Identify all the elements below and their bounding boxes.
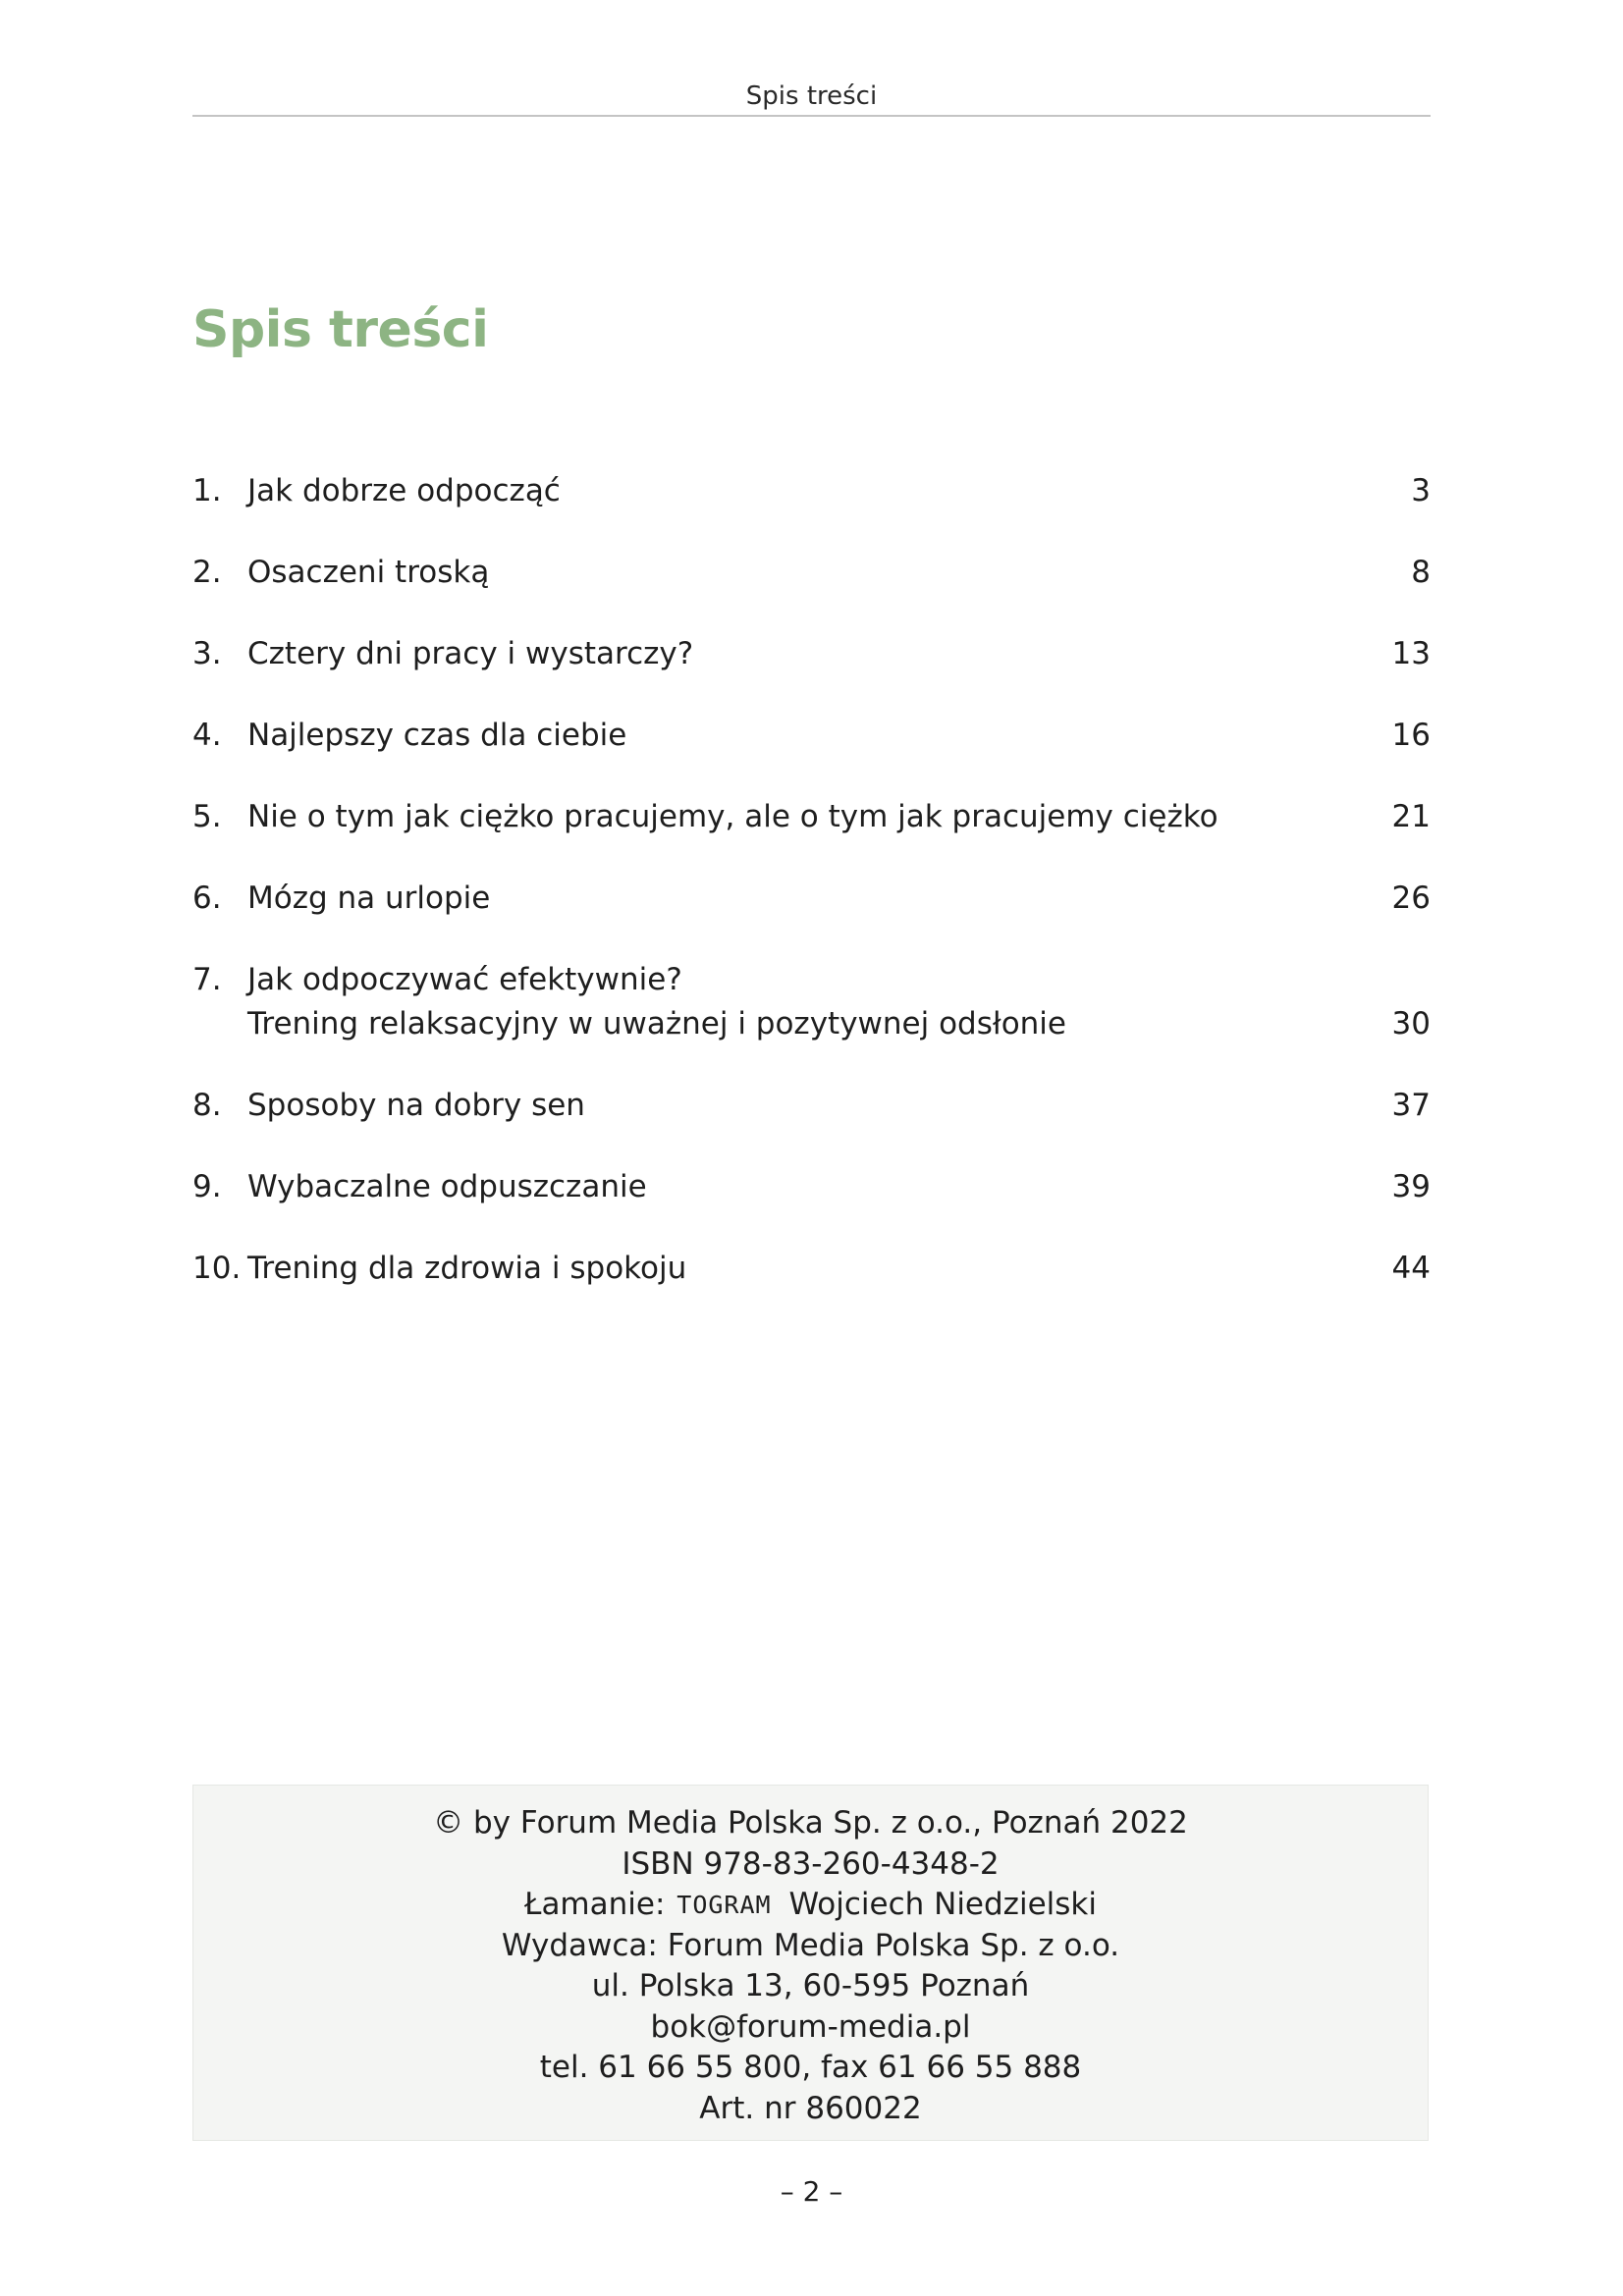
toc-entry-number: 4. xyxy=(192,718,222,753)
toc-entry-title: Sposoby na dobry sen xyxy=(247,1088,585,1123)
toc-entry-number: 10. xyxy=(192,1251,242,1286)
toc-entry-number: 6. xyxy=(192,881,222,916)
toc-entry-page: 3 xyxy=(1411,473,1431,508)
toc-entry[interactable] xyxy=(192,469,1431,513)
toc-entry-title: Nie o tym jak ciężko pracujemy, ale o tym jak pracujemy ciężko xyxy=(247,799,1218,834)
imprint-article-number: Art. nr 860022 xyxy=(699,2090,922,2126)
toc-entry-page: 26 xyxy=(1391,881,1431,916)
imprint-phone: tel. 61 66 55 800, fax 61 66 55 888 xyxy=(539,2050,1082,2085)
toc-entry[interactable] xyxy=(192,1165,1431,1209)
toc-entry-subtitle: Trening relaksacyjny w uważnej i pozytywnej odsłonie xyxy=(247,1006,1066,1041)
typesetter-logo: TOGRAM xyxy=(676,1891,772,1919)
toc-entry-number: 5. xyxy=(192,799,222,834)
toc-entry[interactable] xyxy=(192,632,1431,676)
table-of-contents xyxy=(192,469,1431,1328)
toc-entry[interactable] xyxy=(192,877,1431,921)
toc-entry-number: 1. xyxy=(192,473,222,508)
toc-entry-page: 30 xyxy=(1391,1006,1431,1041)
page-title: Spis treści xyxy=(192,300,489,359)
toc-entry-page: 39 xyxy=(1391,1169,1431,1204)
toc-entry[interactable] xyxy=(192,1247,1431,1291)
imprint-box xyxy=(192,1785,1429,2141)
toc-entry-title: Trening dla zdrowia i spokoju xyxy=(247,1251,687,1286)
toc-entry-number: 3. xyxy=(192,636,222,671)
imprint-typesetting-name: Wojciech Niedzielski xyxy=(788,1887,1097,1922)
page-number: – 2 – xyxy=(780,2175,843,2208)
toc-entry-title: Jak dobrze odpocząć xyxy=(247,473,561,508)
imprint-typesetting xyxy=(193,1885,1428,1926)
toc-entry-page: 8 xyxy=(1411,555,1431,590)
toc-entry-title: Wybaczalne odpuszczanie xyxy=(247,1169,647,1204)
toc-entry[interactable] xyxy=(192,551,1431,595)
toc-entry[interactable] xyxy=(192,795,1431,839)
toc-entry[interactable] xyxy=(192,1084,1431,1128)
toc-entry-page: 37 xyxy=(1391,1088,1431,1123)
imprint-email[interactable]: bok@forum-media.pl xyxy=(650,2008,971,2045)
toc-entry-page: 13 xyxy=(1391,636,1431,671)
toc-entry-title: Osaczeni troską xyxy=(247,555,490,590)
header-divider xyxy=(192,115,1431,117)
imprint-address: ul. Polska 13, 60-595 Poznań xyxy=(591,1968,1030,2003)
toc-entry-page: 16 xyxy=(1391,718,1431,753)
imprint-isbn: ISBN 978-83-260-4348-2 xyxy=(622,1845,1000,1882)
running-header: Spis treści xyxy=(745,81,878,111)
toc-entry-number: 9. xyxy=(192,1169,222,1204)
toc-entry-number: 8. xyxy=(192,1088,222,1123)
toc-entry[interactable] xyxy=(192,958,1431,1046)
toc-entry-page: 44 xyxy=(1391,1251,1431,1286)
imprint-copyright: © by Forum Media Polska Sp. z o.o., Poznań 2022 xyxy=(433,1805,1188,1841)
toc-entry-title: Mózg na urlopie xyxy=(247,881,491,916)
toc-entry-number: 7. xyxy=(192,962,222,997)
toc-entry[interactable] xyxy=(192,714,1431,758)
imprint-typesetting-label: Łamanie: xyxy=(524,1887,666,1922)
toc-entry-page: 21 xyxy=(1391,799,1431,834)
toc-entry-number: 2. xyxy=(192,555,222,590)
toc-entry-title: Jak odpoczywać efektywnie? xyxy=(247,962,682,997)
toc-entry-title: Cztery dni pracy i wystarczy? xyxy=(247,636,694,671)
imprint-publisher: Wydawca: Forum Media Polska Sp. z o.o. xyxy=(501,1927,1120,1963)
toc-entry-title: Najlepszy czas dla ciebie xyxy=(247,718,627,753)
